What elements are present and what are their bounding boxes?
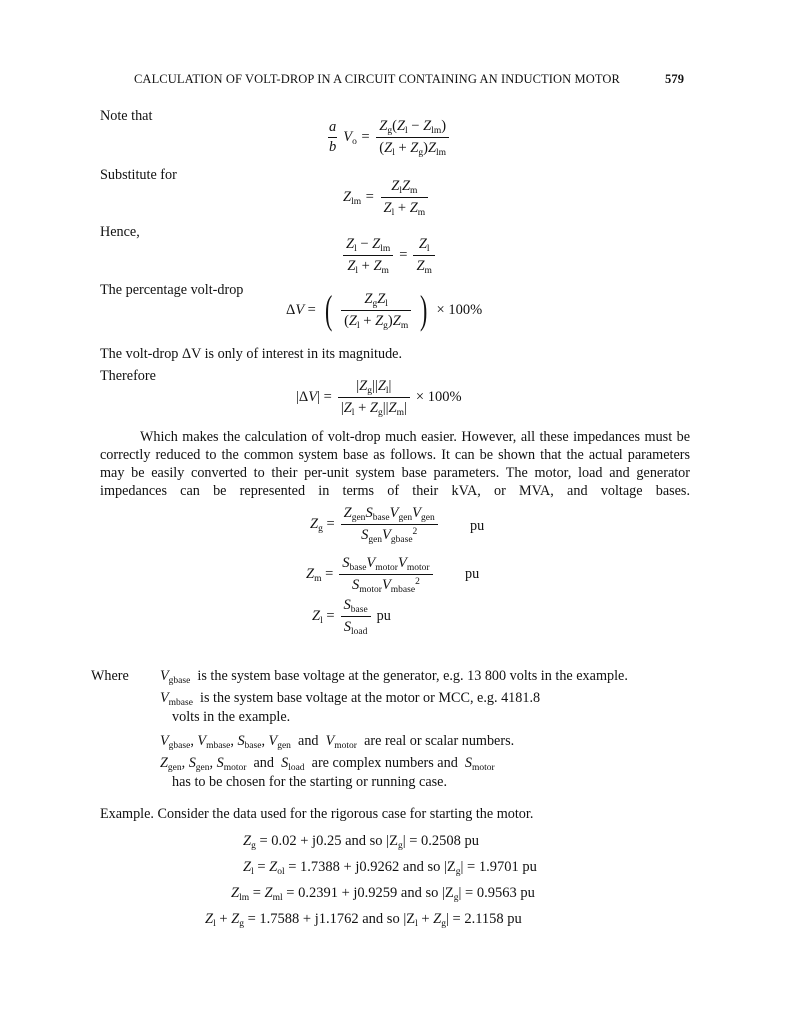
example-line-zg: $Z_g = 0.02 + j0.25$ and so $|Z_g| = 0.2508$ pu	[243, 833, 480, 851]
unit-pu-zm: pu	[465, 566, 480, 582]
running-header: CALCULATION OF VOLT-DROP IN A CIRCUIT CONTAINING AN INDUCTION MOTOR	[134, 72, 620, 86]
equation-abs-delta-v: | ΔV| = $\frac{|Z_g||Z_l|}{|Z_l + Z_g||Z_m|}$ × 100%	[296, 378, 462, 418]
example-intro: Example. Consider the data used for the rigorous case for starting the motor.	[100, 806, 534, 822]
unit-pu-zg: pu	[470, 518, 485, 534]
label-percentage-volt-drop: The percentage volt-drop	[100, 282, 244, 298]
magnitude-note: The volt-drop ΔV is only of interest in its magnitude.	[100, 346, 403, 362]
where-vmbase: $V_{mbase}$ is the system base voltage at the motor or MCC, e.g. 4181.8	[160, 690, 541, 708]
label-therefore: Therefore	[100, 368, 156, 384]
equation-zg-base: $Z_g$ = $\frac{Z_{gen}S_{base}V_{gen}V_{gen}}{S_{gen}V_{gbase}^2}$	[310, 505, 438, 544]
equation-zm-base: $Z_m$ = $\frac{S_{base}V_{motor}V_{motor}}{S_{motor}V_{mbase}^2}$	[306, 555, 433, 594]
label-note-that: Note that	[100, 108, 153, 124]
where-vgbase: $V_{gbase}$ is the system base voltage at the generator, e.g. 13 800 volts in the example.	[160, 668, 628, 686]
equation-a-over-b-vo: $\frac{a}{b}$ $V_o$ = $\frac{Z_g(Z_l - Z_{lm})}{(Z_l + Z_g)Z_{lm}}$	[328, 118, 449, 157]
equation-ratio: $\frac{Z_l - Z_{lm}}{Z_l + Z_m}$ = $\frac{Z_l}{Z_m}$	[343, 236, 435, 275]
label-where: Where	[91, 668, 129, 684]
example-line-zl-plus-zg: $Z_l + Z_g = 1.7588 + j1.1762$ and so $|Z_l + Z_g| = 2.1158$ pu	[205, 911, 522, 929]
equation-zlm: $Z_{lm}$ = $\frac{Z_lZ_m}{Z_l + Z_m}$	[343, 178, 428, 217]
percent-factor-1: × 100%	[436, 301, 483, 318]
body-paragraph: Which makes the calculation of volt-drop much easier. However, all these impedances must be correctly reduced to the common system base as follows. It can be shown that the actual parameters may be easily converted to their per-unit system base parameters. The motor, load and generator impedances can be represented in terms of their kVA, or MVA, and voltage bases.	[100, 429, 690, 499]
equation-zl-base: $Z_l$ = $\frac{S_{base}}{S_{load}}$ pu	[312, 597, 391, 637]
percent-factor-2: × 100%	[415, 389, 462, 405]
label-hence: Hence,	[100, 224, 140, 240]
where-complex-numbers: $Z_{gen}$, $S_{gen}$, $S_{motor}$ and $S_{load}$ are complex numbers and $S_{motor}$	[160, 755, 495, 773]
where-real-numbers: $V_{gbase}$, $V_{mbase}$, $S_{base}$, $V_{gen}$ and $V_{motor}$ are real or scalar numbers.	[160, 733, 515, 751]
where-vmbase-cont: volts in the example.	[172, 709, 291, 725]
equation-delta-v: ΔV = ( $\frac{Z_gZ_l}{(Z_l + Z_g)Z_m}$ ) × 100%	[286, 287, 483, 332]
example-line-zl: $Z_l = Z_{ol} = 1.7388 + j0.9262$ and so $|Z_g| = 1.9701$ pu	[243, 859, 537, 877]
example-line-zlm: $Z_{lm} = Z_{ml} = 0.2391 + j0.9259$ and so $|Z_g| = 0.9563$ pu	[231, 885, 535, 903]
unit-pu-zl: pu	[376, 608, 391, 624]
where-complex-cont: has to be chosen for the starting or running case.	[172, 774, 448, 790]
page-number: 579	[665, 72, 685, 86]
label-substitute-for: Substitute for	[100, 167, 177, 183]
